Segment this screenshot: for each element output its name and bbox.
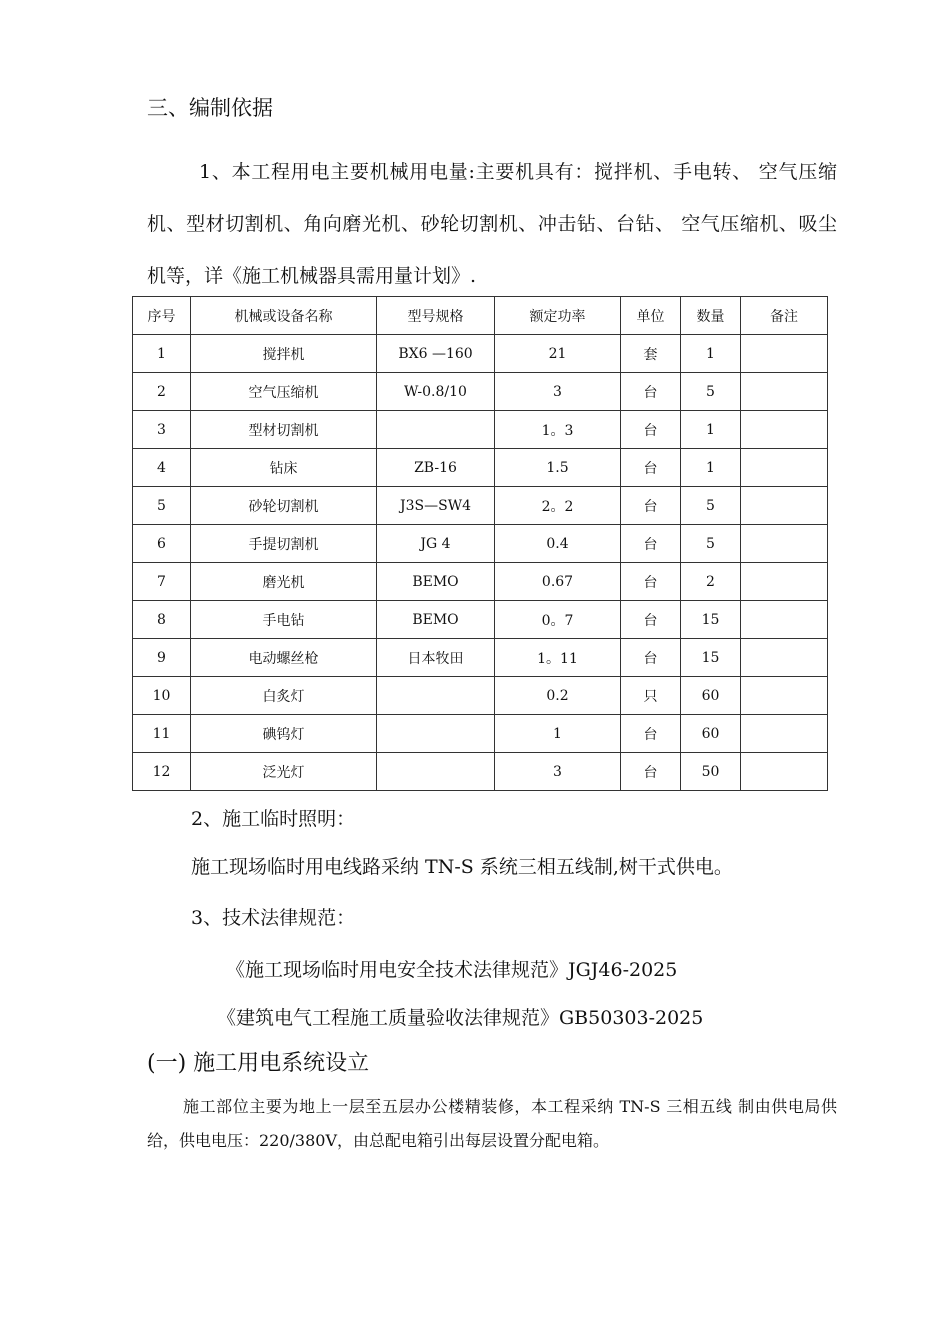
table-cell: 8 [133,601,191,639]
section2-body: 施工现场临时用电线路采纳 TN-S 系统三相五线制,树干式供电。 [191,856,733,878]
table-cell: 2。2 [495,487,621,525]
section-heading: 三、编制依据 [147,96,273,120]
table-row [133,715,828,753]
table-header-cell: 单位 [621,297,681,335]
table-cell: 台 [621,715,681,753]
table-cell [741,753,828,791]
table-cell: 砂轮切割机 [191,487,377,525]
table-cell: 空气压缩机 [191,373,377,411]
table-row [133,449,828,487]
table-cell: 15 [681,601,741,639]
table-cell: 台 [621,639,681,677]
table-cell: 钻床 [191,449,377,487]
table-cell: 5 [681,373,741,411]
table-cell: 50 [681,753,741,791]
table-cell [377,715,495,753]
table-cell: J3S—SW4 [377,487,495,525]
table-cell: 10 [133,677,191,715]
table-cell [741,677,828,715]
table-cell: 12 [133,753,191,791]
table-cell: BEMO [377,601,495,639]
table-cell: JG 4 [377,525,495,563]
table-cell: BEMO [377,563,495,601]
equipment-paragraph: 1、本工程用电主要机械用电量:主要机具有：搅拌机、手电转、 空气压缩机、型材切割机、角向磨光机、砂轮切割机、冲击钻、台钻、 空气压缩机、吸尘机等，详《施工机械器具需用量计划》. [147,161,837,287]
table-row [133,601,828,639]
table-cell: 台 [621,525,681,563]
table-cell: 1 [681,335,741,373]
table-row [133,639,828,677]
table-cell: 5 [133,487,191,525]
standard-2: 《建筑电气工程施工质量验收法律规范》GB50303-2025 [217,1007,704,1029]
table-row [133,487,828,525]
table-header-cell: 额定功率 [495,297,621,335]
table-row [133,373,828,411]
table-cell: 白炙灯 [191,677,377,715]
equipment-table [132,296,828,791]
table-cell: 台 [621,753,681,791]
table-cell: W-0.8/10 [377,373,495,411]
table-cell [741,373,828,411]
table-cell [377,677,495,715]
table-cell [741,715,828,753]
table-cell: 1 [681,449,741,487]
table-cell: 4 [133,449,191,487]
table-cell: 台 [621,411,681,449]
table-cell: 15 [681,639,741,677]
table-cell: 21 [495,335,621,373]
table-cell: 日本牧田 [377,639,495,677]
subsection-body: 施工部位主要为地上一层至五层办公楼精装修，本工程采纳 TN-S 三相五线 制由供电局供给，供电电压：220/380V，由总配电箱引出每层设置分配电箱。 [147,1097,837,1150]
table-cell [741,411,828,449]
table-cell: 11 [133,715,191,753]
table-cell: 2 [681,563,741,601]
table-cell: 1。11 [495,639,621,677]
table-cell: 60 [681,715,741,753]
table-cell: 1.5 [495,449,621,487]
table-cell: 碘钨灯 [191,715,377,753]
table-cell: 1 [495,715,621,753]
table-cell: 0.2 [495,677,621,715]
table-cell: 1 [133,335,191,373]
table-cell [377,411,495,449]
table-header-cell: 备注 [741,297,828,335]
table-cell: 泛光灯 [191,753,377,791]
table-cell: 磨光机 [191,563,377,601]
table-cell: 0.67 [495,563,621,601]
table-row [133,525,828,563]
table-cell: ZB-16 [377,449,495,487]
table-cell: 只 [621,677,681,715]
table-cell: 套 [621,335,681,373]
table-cell: 5 [681,487,741,525]
table-cell [741,449,828,487]
table-cell: BX6 —160 [377,335,495,373]
table-cell: 3 [133,411,191,449]
table-cell [377,753,495,791]
table-row [133,411,828,449]
table-cell [741,487,828,525]
table-cell: 5 [681,525,741,563]
table-header-cell: 机械或设备名称 [191,297,377,335]
table-cell: 0。7 [495,601,621,639]
table-row [133,677,828,715]
table-cell [741,525,828,563]
table-cell: 2 [133,373,191,411]
table-cell: 型材切割机 [191,411,377,449]
table-cell: 7 [133,563,191,601]
table-body [133,335,828,791]
table-cell: 台 [621,601,681,639]
table-cell [741,639,828,677]
table-cell: 60 [681,677,741,715]
table-cell [741,335,828,373]
table-cell [741,563,828,601]
table-cell: 9 [133,639,191,677]
table-row [133,335,828,373]
table-cell: 台 [621,373,681,411]
table-header-row [133,297,828,335]
table-cell: 手提切割机 [191,525,377,563]
table-cell: 搅拌机 [191,335,377,373]
table-cell: 0.4 [495,525,621,563]
table-cell: 台 [621,449,681,487]
table-header-cell: 型号规格 [377,297,495,335]
table-cell: 3 [495,373,621,411]
table-row [133,753,828,791]
table-header-cell: 数量 [681,297,741,335]
section3-title: 3、技术法律规范： [191,907,356,929]
table-cell: 手电钻 [191,601,377,639]
standard-1: 《施工现场临时用电安全技术法律规范》JGJ46-2025 [226,959,678,981]
table-cell: 6 [133,525,191,563]
table-cell: 电动螺丝枪 [191,639,377,677]
table-cell: 3 [495,753,621,791]
table-cell [741,601,828,639]
table-row [133,563,828,601]
table-header-cell: 序号 [133,297,191,335]
table-cell: 台 [621,487,681,525]
table-cell: 1。3 [495,411,621,449]
section2-title: 2、施工临时照明： [191,808,356,830]
table-cell: 台 [621,563,681,601]
table-cell: 1 [681,411,741,449]
subsection-title: (一) 施工用电系统设立 [147,1051,370,1076]
